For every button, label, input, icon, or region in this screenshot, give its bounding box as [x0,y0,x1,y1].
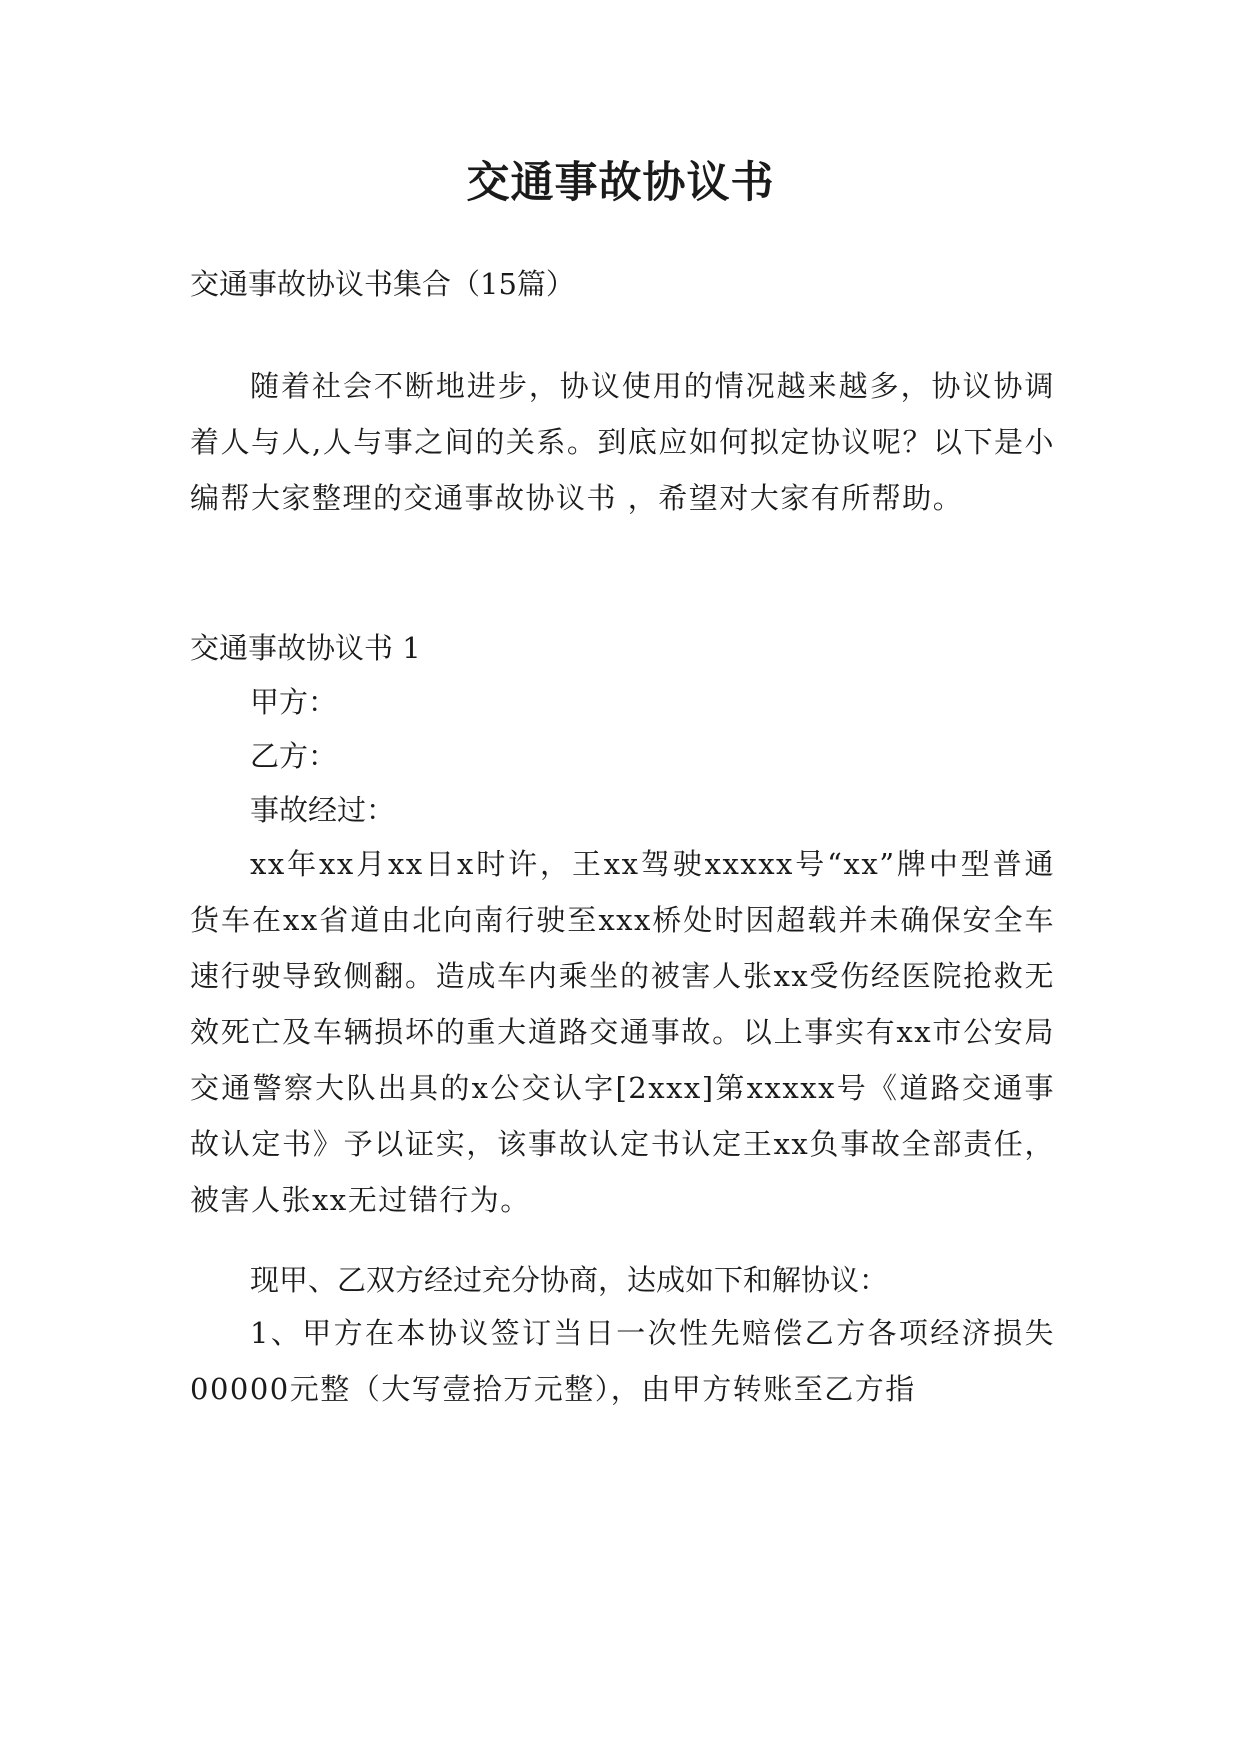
agreement-intro: 现甲、乙双方经过充分协商，达成如下和解协议： [250,1263,889,1297]
accident-description: xx年xx月xx日x时许，王xx驾驶xxxxx号“xx”牌中型普通货车在xx省道由北向南行驶至xxx桥处时因超载并未确保安全车速行驶导致侧翻。造成车内乘坐的被害人张xx受伤经医院抢救无效死亡及车辆损坏的重大道路交通事故。以上事实有xx市公安局交通警察大队出具的x公交认字[2xxx]第xxxxx号《道路交通事故认定书》予以证实，该事故认定书认定王xx负事故全部责任，被害人张xx无过错行为。 [190,847,1055,1217]
document-title: 交通事故协议书 [466,158,775,208]
intro-paragraph: 随着社会不断地进步，协议使用的情况越来越多，协议协调着人与人,人与事之间的关系。到底应如何拟定协议呢？以下是小编帮大家整理的交通事故协议书 ，希望对大家有所帮助。 [190,369,1055,515]
party-b-label: 乙方： [250,739,338,773]
accident-label: 事故经过： [250,793,396,827]
section-heading: 交通事故协议书 1 [190,631,421,665]
document-subtitle: 交通事故协议书集合（15篇） [190,267,575,301]
party-a-label: 甲方： [250,685,338,719]
clause-1: 1、甲方在本协议签订当日一次性先赔偿乙方各项经济损失00000元整（大写壹拾万元整），由甲方转账至乙方指 [190,1316,1055,1406]
